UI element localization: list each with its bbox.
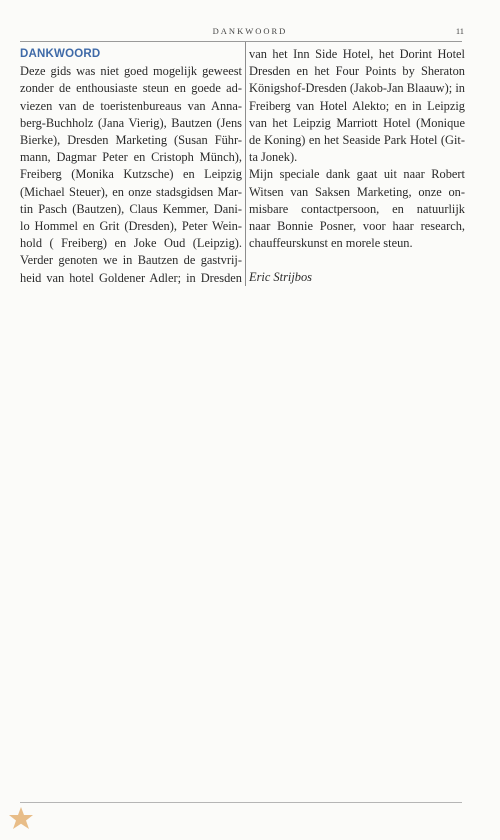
text-line: misbare contactpersoon, en natuurlijk [249,201,465,216]
text-line: lo Hommel en Grit (Dresden), Peter Wein- [20,219,242,234]
text-line: heid van hotel Goldener Adler; in Dresden [20,270,242,285]
running-head: DANKWOORD [212,26,288,36]
column-divider [245,42,246,286]
text-line: naar Bonnie Posner, voor haar research, [249,219,465,234]
text-line: zonder de enthousiaste steun en goede ad- [20,81,242,96]
text-line: Witsen van Saksen Marketing, onze on- [249,184,465,199]
text-line: Freiberg (Monika Kutzsche) en Leipzig [20,167,242,182]
text-line: Deze gids was niet goed mogelijk geweest [20,64,242,79]
bottom-rule [20,802,462,803]
text-line: Mijn speciale dank gaat uit naar Robert [249,167,465,182]
text-line: chauffeurskunst en morele steun. [249,236,413,251]
text-line: berg-Buchholz (Jana Vierig), Bautzen (Jens [20,115,242,130]
top-rule [20,41,462,42]
text-line: Verder genoten we in Bautzen de gastvrij- [20,253,242,268]
text-line: viezen van de toeristenbureaus van Anna- [20,98,242,113]
page-number: 11 [455,26,464,36]
text-line: ta Jonek). [249,150,298,165]
signature: Eric Strijbos [249,270,312,285]
text-line: Königshof-Dresden (Jakob-Jan Blaauw); in [249,81,465,96]
star-logo-icon [6,804,36,834]
text-line: van het Inn Side Hotel, het Dorint Hotel [249,47,465,61]
text-line: Dresden en het Four Points by Sheraton [249,64,465,79]
text-line: Freiberg van Hotel Alekto; en in Leipzig [249,98,465,113]
text-line: (Michael Steuer), en onze stadsgidsen Mar- [20,184,242,199]
text-line: hold ( Freiberg) en Joke Oud (Leipzig). [20,236,242,251]
section-heading: DANKWOORD [20,48,101,60]
text-line: de Koning) en het Seaside Park Hotel (Git- [249,133,465,148]
text-line: van het Leipzig Marriott Hotel (Monique [249,115,465,130]
left-column [20,46,242,287]
text-line: Bierke), Dresden Marketing (Susan Führ- [20,133,242,148]
text-line: mann, Dagmar Peter en Cristoph Münch), [20,150,242,165]
right-column [249,46,465,287]
text-line: tin Pasch (Bautzen), Claus Kemmer, Dani- [20,201,242,216]
